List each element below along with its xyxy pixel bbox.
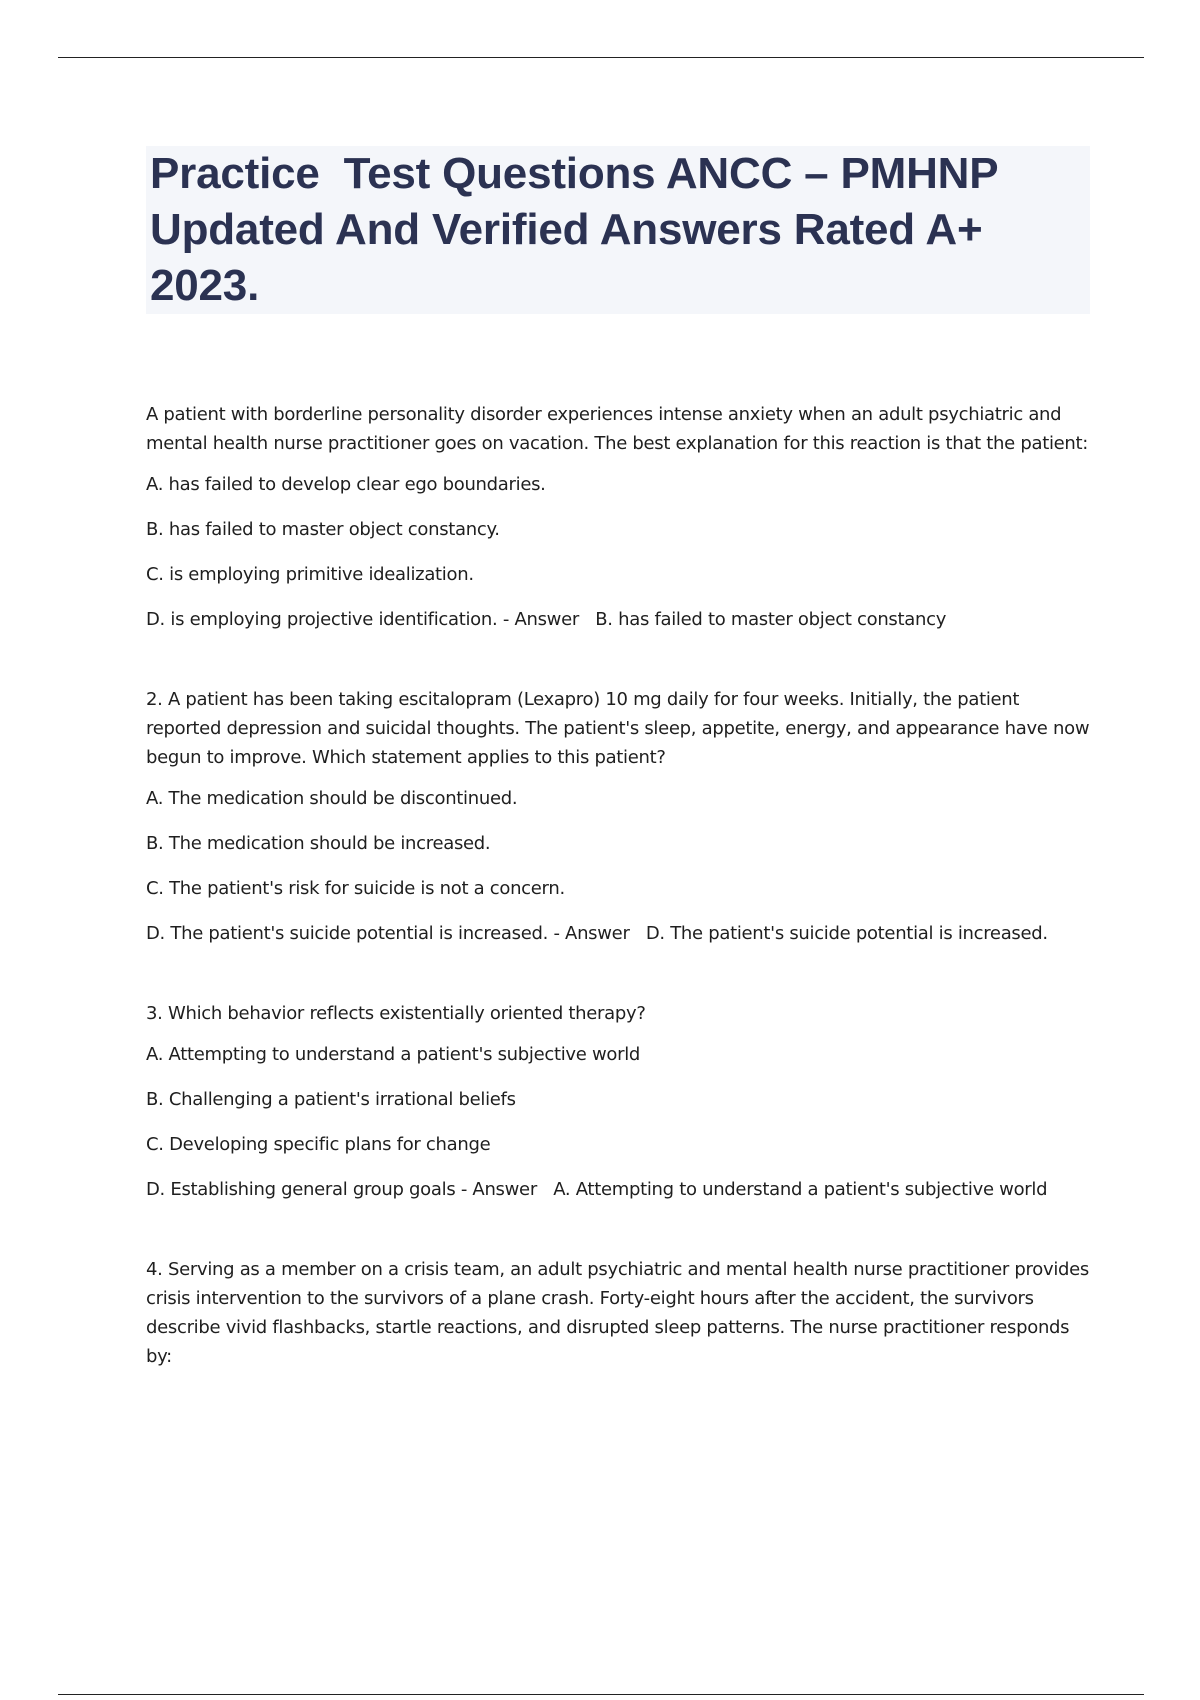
answer-option-with-answer: D. The patient's suicide potential is increased. - Answer D. The patient's suicide potential is increased. (146, 923, 1048, 944)
document-title: Practice Test Questions ANCC – PMHNP Updated And Verified Answers Rated A+ 2023. (150, 149, 1010, 310)
answer-option: C. is employing primitive idealization. (146, 564, 474, 585)
answer-options (146, 1042, 1090, 1203)
answer-option-with-answer: D. is employing projective identification. - Answer B. has failed to master object constancy (146, 609, 947, 630)
question-text: 2. A patient has been taking escitalopram (Lexapro) 10 mg daily for four weeks. Initially, the patient reported depression and suicidal thoughts. The patient's sleep, appetite, energy, and appearance have now begun to improve. Which statement applies to this patient? (146, 689, 1090, 768)
answer-options (146, 472, 1090, 633)
answer-option: C. Developing specific plans for change (146, 1134, 491, 1155)
answer-option-with-answer: D. Establishing general group goals - Answer A. Attempting to understand a patient's subjective world (146, 1179, 1048, 1200)
question-item (146, 1255, 1090, 1371)
question-item (146, 400, 1090, 633)
answer-option: A. Attempting to understand a patient's subjective world (146, 1044, 641, 1065)
header-rule (58, 57, 1144, 58)
answer-option: C. The patient's risk for suicide is not a concern. (146, 878, 565, 899)
answer-option: B. The medication should be increased. (146, 833, 491, 854)
answer-option: A. The medication should be discontinued. (146, 788, 518, 809)
question-item (146, 685, 1090, 947)
answer-option: B. Challenging a patient's irrational beliefs (146, 1089, 516, 1110)
question-text: 3. Which behavior reflects existentially oriented therapy? (146, 1003, 646, 1024)
answer-option: B. has failed to master object constancy. (146, 519, 500, 540)
footer-rule (58, 1694, 1144, 1695)
question-list (146, 400, 1090, 1423)
answer-option: A. has failed to develop clear ego boundaries. (146, 474, 546, 495)
question-text: 4. Serving as a member on a crisis team, an adult psychiatric and mental health nurse practitioner provides crisis intervention to the survivors of a plane crash. Forty-eight hours after the accident, the survivors describe vivid flashbacks, startle reactions, and disrupted sleep patterns. The nurse practitioner responds by: (146, 1259, 1090, 1367)
answer-options (146, 786, 1090, 947)
title-banner (146, 146, 1090, 314)
question-item (146, 999, 1090, 1203)
question-text: A patient with borderline personality disorder experiences intense anxiety when an adult psychiatric and mental health nurse practitioner goes on vacation. The best explanation for this reaction is that the patient: (146, 404, 1089, 454)
